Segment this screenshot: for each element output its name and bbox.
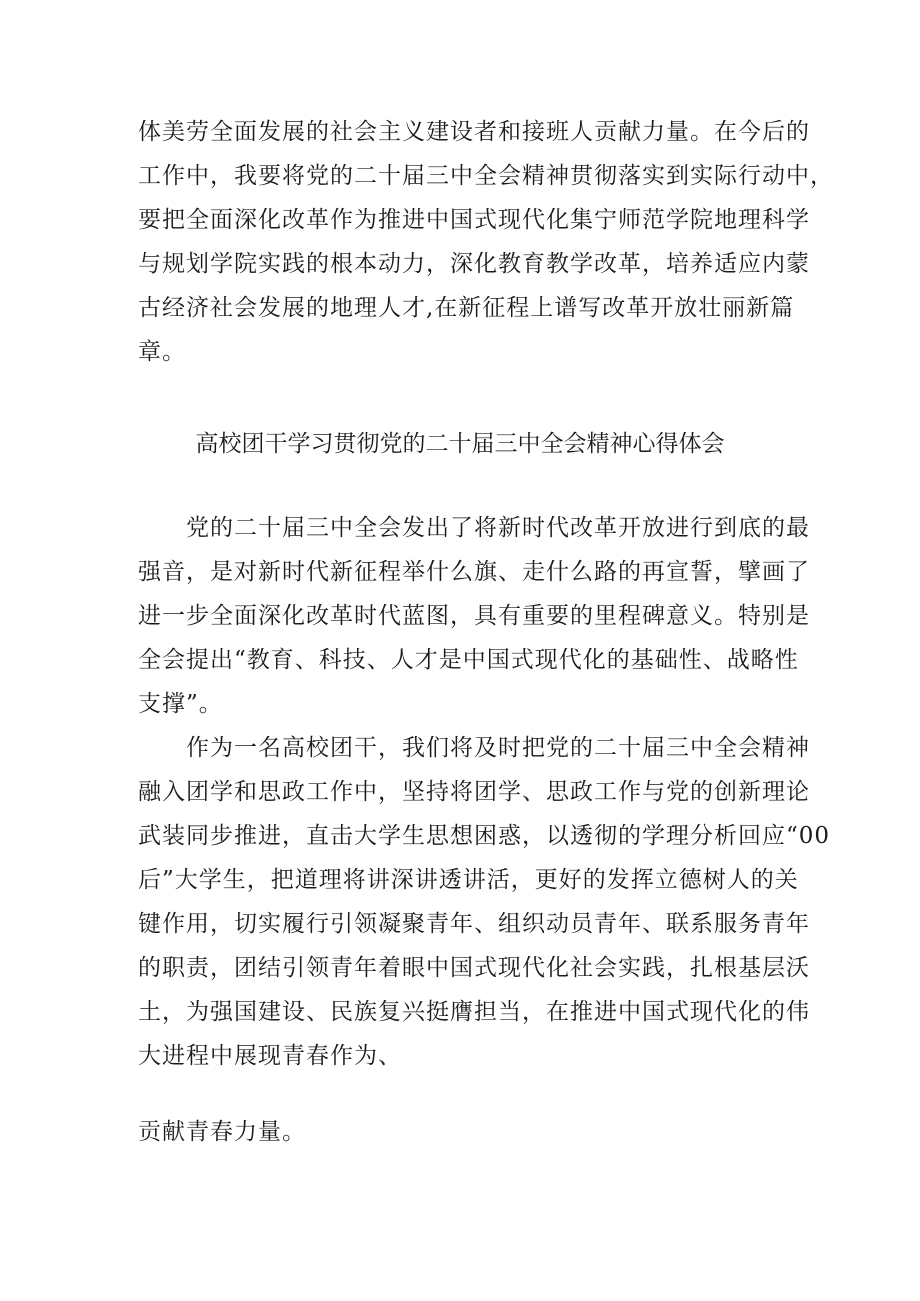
paragraph-line: 古经济社会发展的地理人才,在新征程上谱写改革开放壮丽新篇 [138,295,795,321]
paragraph-line: 融入团学和思政工作中，坚持将团学、思政工作与党的创新理论 [138,779,810,805]
paragraph-line: 全会提出“教育、科技、人才是中国式现代化的基础性、战略性 [138,647,799,673]
paragraph-line: 作为一名高校团干，我们将及时把党的二十届三中全会精神 [186,735,810,761]
paragraph-line: 大进程中展现青春作为、 [138,1043,402,1069]
paragraph-line: 要把全面深化改革作为推进中国式现代化集宁师范学院地理科学 [138,207,810,233]
paragraph-line: 的职责，团结引领青年着眼中国式现代化社会实践，扎根基层沃 [138,955,810,981]
intro-paragraph [138,110,834,374]
paragraph-1 [138,506,810,726]
paragraph-line: 贡献青春力量。 [138,1119,306,1145]
paragraph-line: 党的二十届三中全会发出了将新时代改革开放进行到底的最 [186,515,810,541]
paragraph-line: 章。 [138,339,186,365]
closing-paragraph [138,1110,788,1154]
paragraph-line: 土，为强国建设、民族复兴挺膺担当，在推进中国式现代化的伟 [138,999,810,1025]
section-title: 高校团干学习贯彻党的二十届三中全会精神心得体会 [195,431,725,457]
paragraph-line: 支撑”。 [138,691,223,717]
paragraph-line: 与规划学院实践的根本动力，深化教育教学改革，培养适应内蒙 [138,251,810,277]
paragraph-line: 后”大学生，把道理将讲深讲透讲活，更好的发挥立德树人的关 [138,867,799,893]
paragraph-line: 键作用，切实履行引领凝聚青年、组织动员青年、联系服务青年 [138,911,810,937]
paragraph-line: 强音，是对新时代新征程举什么旗、走什么路的再宣誓，擘画了 [138,559,810,585]
paragraph-line: 武装同步推进，直击大学生思想困惑，以透彻的学理分析回应“00 [138,823,831,849]
paragraph-line: 体美劳全面发展的社会主义建设者和接班人贡献力量。在今后的 [138,119,810,145]
paragraph-line: 工作中，我要将党的二十届三中全会精神贯彻落实到实际行动中， [138,163,834,189]
paragraph-line: 进一步全面深化改革时代蓝图，具有重要的里程碑意义。特别是 [138,603,810,629]
paragraph-2 [138,726,831,1078]
